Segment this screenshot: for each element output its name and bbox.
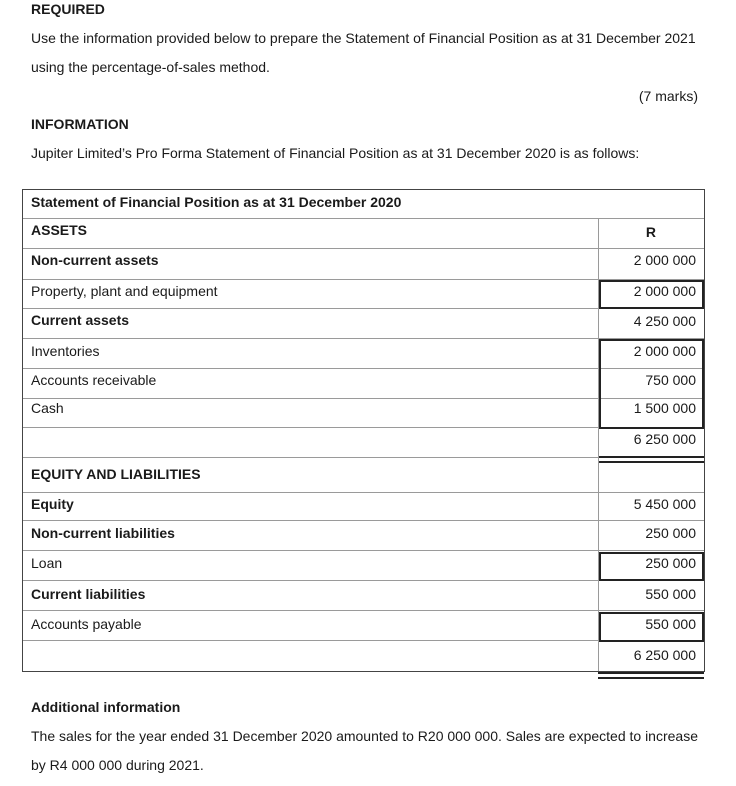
total-equity-liabilities-amount: 6 250 000	[633, 647, 696, 663]
equity-amount: 5 450 000	[633, 496, 696, 512]
row-divider	[23, 492, 704, 493]
ppe-amount: 2 000 000	[633, 283, 696, 299]
total-assets-double-underline	[599, 456, 704, 463]
accounts-receivable-label: Accounts receivable	[31, 372, 157, 388]
table-title: Statement of Financial Position as at 31 December 2020	[31, 194, 402, 210]
required-line-1: Use the information provided below to prepare the Statement of Financial Position as at 31 December 2021	[31, 30, 696, 46]
non-current-liabilities-amount: 250 000	[645, 525, 696, 541]
additional-line-2: by R4 000 000 during 2021.	[31, 757, 204, 773]
additional-heading: Additional information	[31, 699, 181, 715]
current-liabilities-amount: 550 000	[645, 586, 696, 602]
additional-line-1: The sales for the year ended 31 December 2020 amounted to R20 000 000. Sales are expected to increase	[31, 728, 698, 744]
inventories-label: Inventories	[31, 343, 100, 359]
non-current-assets-label: Non-current assets	[31, 252, 159, 268]
currency-label: R	[645, 224, 656, 240]
non-current-assets-amount: 2 000 000	[633, 252, 696, 268]
information-intro: Jupiter Limited’s Pro Forma Statement of Financial Position as at 31 December 2020 is as follows:	[31, 145, 640, 161]
required-line-2: using the percentage-of-sales method.	[31, 59, 270, 75]
row-divider	[23, 550, 704, 551]
loan-amount: 250 000	[645, 555, 696, 571]
equity-liabilities-heading: EQUITY AND LIABILITIES	[31, 466, 201, 482]
total-assets-amount: 6 250 000	[633, 431, 696, 447]
marks-label: (7 marks)	[638, 88, 698, 104]
loan-label: Loan	[31, 555, 63, 571]
accounts-receivable-amount: 750 000	[645, 372, 696, 388]
row-divider	[23, 520, 704, 521]
current-assets-amount: 4 250 000	[633, 313, 696, 329]
cash-label: Cash	[31, 400, 64, 416]
row-divider	[23, 218, 704, 219]
equity-label: Equity	[31, 496, 74, 512]
cash-amount: 1 500 000	[633, 400, 696, 416]
inventories-amount: 2 000 000	[633, 343, 696, 359]
row-divider	[23, 248, 704, 249]
current-liabilities-label: Current liabilities	[31, 586, 146, 602]
financial-position-table	[22, 189, 705, 672]
assets-heading: ASSETS	[31, 222, 88, 238]
row-divider	[23, 610, 704, 611]
required-heading: REQUIRED	[31, 1, 105, 17]
non-current-liabilities-label: Non-current liabilities	[31, 525, 175, 541]
information-heading: INFORMATION	[31, 116, 129, 132]
accounts-payable-amount: 550 000	[645, 616, 696, 632]
ppe-label: Property, plant and equipment	[31, 283, 218, 299]
total-equity-liabilities-double-underline	[598, 672, 704, 679]
accounts-payable-label: Accounts payable	[31, 616, 142, 632]
current-assets-label: Current assets	[31, 312, 130, 328]
